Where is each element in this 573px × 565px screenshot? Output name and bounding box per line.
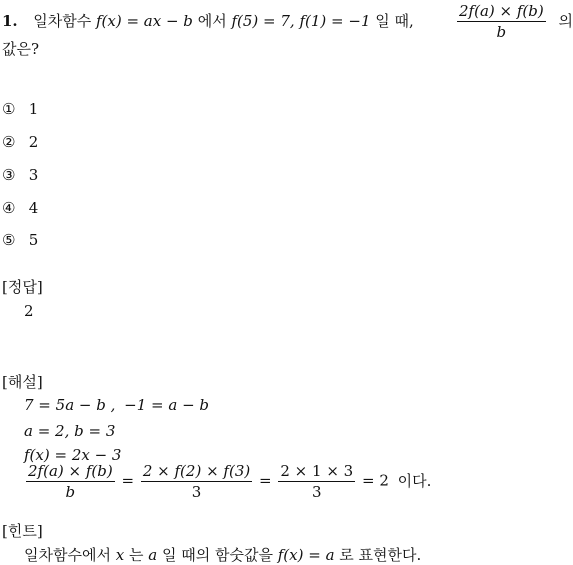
- problem-fraction-denominator: b: [496, 23, 507, 41]
- hint-text-1: 일차함수에서: [24, 546, 111, 564]
- problem-text-when: 일 때,: [375, 12, 414, 30]
- choice-2-value: 2: [28, 133, 39, 151]
- problem-condition-1: f(5) = 7,: [231, 12, 295, 30]
- choice-3-marker: ③: [2, 166, 16, 184]
- hint-var-x: x: [115, 546, 125, 564]
- solution-fraction-2-denominator: 3: [191, 483, 202, 501]
- answer-value: 2: [24, 302, 34, 320]
- problem-function: f(x) = ax − b: [95, 12, 193, 30]
- hint-text: [24, 544, 421, 565]
- choice-2[interactable]: [2, 133, 38, 151]
- problem-condition-2: f(1) = −1: [299, 12, 371, 30]
- hint-label: [힌트]: [2, 522, 43, 540]
- problem-text-intro: 일차함수: [33, 12, 92, 30]
- solution-equals-2: =: [259, 471, 272, 490]
- solution-fraction-2-numerator: 2 × f(2) × f(3): [142, 462, 251, 480]
- choice-5-marker: ⑤: [2, 231, 16, 249]
- problem-question: 값은?: [2, 40, 40, 58]
- hint-text-2: 는: [128, 546, 144, 564]
- answer-label: [정답]: [2, 278, 43, 296]
- solution-tail: 이다.: [397, 471, 432, 490]
- solution-line-1: [24, 396, 209, 414]
- hint-expression: f(x) = a: [277, 546, 335, 564]
- solution-label: [해설]: [2, 373, 43, 391]
- solution-line-3: f(x) = 2x − 3: [24, 446, 122, 464]
- choice-3[interactable]: [2, 166, 38, 184]
- choice-5-value: 5: [28, 231, 39, 249]
- solution-line-4: [24, 462, 431, 501]
- choice-1-marker: ①: [2, 100, 16, 118]
- problem-text-mid: 에서: [197, 12, 227, 30]
- choice-4-value: 4: [28, 199, 39, 217]
- choice-3-value: 3: [28, 166, 39, 184]
- problem-text-of: 의: [558, 11, 573, 30]
- solution-equals-1: =: [121, 471, 135, 490]
- choice-2-marker: ②: [2, 133, 16, 151]
- solution-fraction-1-denominator: b: [65, 483, 76, 501]
- solution-fraction-3-denominator: 3: [312, 483, 322, 501]
- problem-number: 1.: [2, 12, 18, 30]
- solution-fraction-3-numerator: 2 × 1 × 3: [280, 462, 354, 480]
- choice-4[interactable]: [2, 199, 38, 217]
- solution-fraction-1-numerator: 2f(a) × f(b): [28, 462, 113, 480]
- problem-fraction: [455, 2, 573, 41]
- choice-1-value: 1: [28, 100, 39, 118]
- problem-fraction-numerator: 2f(a) × f(b): [459, 2, 544, 20]
- solution-equation-1: 7 = 5a − b ,: [24, 396, 116, 414]
- choice-5[interactable]: [2, 231, 38, 249]
- choice-4-marker: ④: [2, 199, 16, 217]
- hint-var-a: a: [148, 546, 158, 564]
- choice-1[interactable]: [2, 100, 38, 118]
- problem-statement: [2, 10, 414, 31]
- solution-equation-2: −1 = a − b: [124, 396, 210, 414]
- hint-text-4: 로 표현한다.: [339, 546, 422, 564]
- solution-line-2: a = 2, b = 3: [24, 422, 116, 440]
- hint-text-3: 일 때의 함숫값을: [162, 546, 273, 564]
- solution-result: = 2: [361, 471, 389, 490]
